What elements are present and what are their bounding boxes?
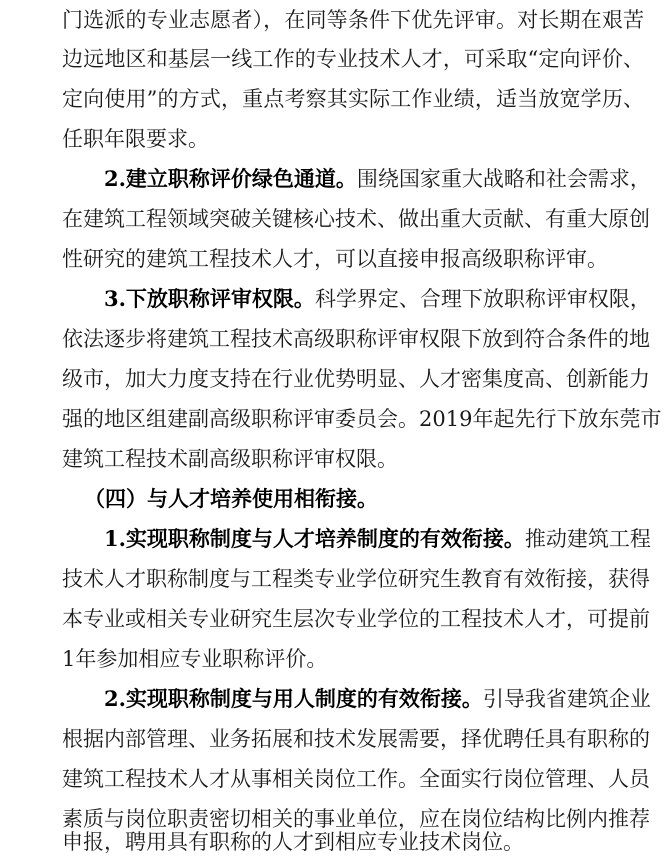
- section-heading: 2.实现职称制度与用人制度的有效衔接。: [104, 686, 483, 711]
- line-text: 任职年限要求。: [62, 127, 209, 151]
- text-line: [62, 119, 644, 159]
- line-text: 围绕国家重大战略和社会需求，: [356, 167, 651, 191]
- text-line: [104, 279, 651, 319]
- line-text: 建筑工程技术副高级职称评审权限。: [62, 447, 398, 471]
- text-line: [62, 759, 650, 799]
- text-line: [62, 599, 650, 639]
- section-heading: 1.实现职称制度与人才培养制度的有效衔接。: [104, 526, 525, 551]
- text-line: [104, 519, 651, 559]
- text-line: [84, 479, 644, 519]
- line-text: 强的地区组建副高级职称评审委员会。2019年起先行下放东莞市: [62, 407, 662, 431]
- section-title: （四）与人才培养使用相衔接。: [84, 486, 378, 511]
- line-text: 科学界定、合理下放职称评审权限，: [314, 287, 651, 311]
- text-line: [104, 159, 651, 199]
- line-text: 依法逐步将建筑工程技术高级职称评审权限下放到符合条件的地: [62, 327, 650, 351]
- text-line: [62, 39, 644, 79]
- line-text: 边远地区和基层一线工作的专业技术人才，可采取“定向评价、: [62, 47, 644, 71]
- text-line: [62, 719, 650, 759]
- section-heading: 3.下放职称评审权限。: [104, 286, 315, 311]
- text-line: [62, 359, 650, 399]
- text-line: [62, 79, 644, 119]
- text-line: [62, 319, 650, 359]
- line-text: 根据内部管理、业务拓展和技术发展需要，择优聘任具有职称的: [62, 727, 650, 751]
- line-text: 1年参加相应专业职称评价。: [62, 647, 328, 671]
- line-text: 性研究的建筑工程技术人才，可以直接申报高级职称评审。: [62, 247, 608, 271]
- text-line: [62, 439, 644, 479]
- line-text: 在建筑工程领域突破关键核心技术、做出重大贡献、有重大原创: [62, 207, 650, 231]
- line-text: 推动建筑工程: [524, 527, 651, 551]
- line-text: 本专业或相关专业研究生层次专业学位的工程技术人才，可提前: [62, 607, 650, 631]
- line-text: 级市，加大力度支持在行业优势明显、人才密集度高、创新能力: [62, 367, 650, 391]
- line-text: 引导我省建筑企业: [482, 687, 651, 711]
- line-text: 素质与岗位职责密切相关的事业单位，应在岗位结构比例内推荐: [62, 807, 650, 831]
- text-line: [62, 199, 650, 239]
- line-text: 定向使用”的方式，重点考察其实际工作业绩，适当放宽学历、: [62, 87, 644, 111]
- text-line: [62, 559, 650, 599]
- section-heading: 2.建立职称评价绿色通道。: [104, 166, 357, 191]
- line-text: 建筑工程技术人才从事相关岗位工作。全面实行岗位管理、人员: [62, 767, 650, 791]
- line-text: 申报，聘用具有职称的人才到相应专业技术岗位。: [62, 830, 524, 854]
- text-line: [62, 239, 644, 279]
- text-line: [104, 679, 651, 719]
- line-text: 门选派的专业志愿者），在同等条件下优先评审。对长期在艰苦: [62, 8, 644, 32]
- text-line: [62, 822, 644, 862]
- text-line: [62, 639, 644, 679]
- text-line: [62, 0, 644, 40]
- text-line: [62, 399, 662, 439]
- line-text: 技术人才职称制度与工程类专业学位研究生教育有效衔接，获得: [62, 567, 650, 591]
